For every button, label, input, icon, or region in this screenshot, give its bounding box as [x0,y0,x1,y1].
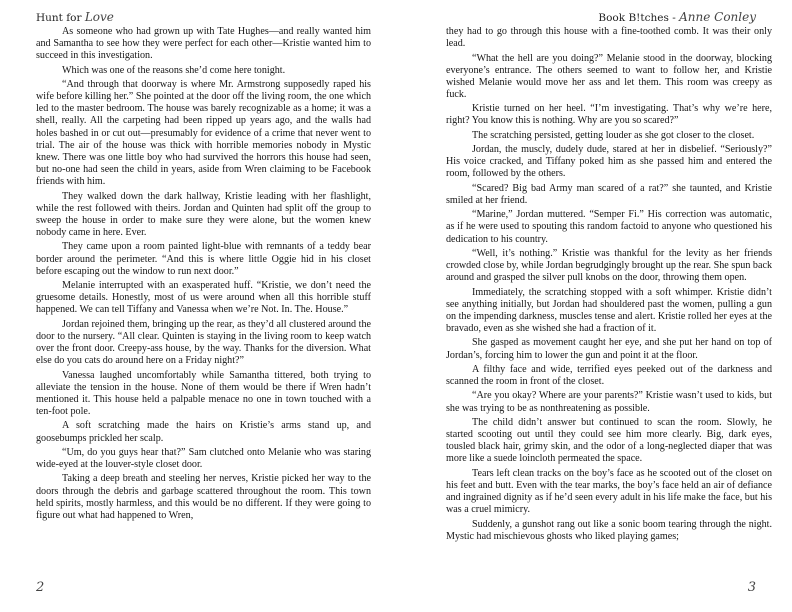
book-title: Hunt for [36,12,82,24]
series-title: Book B!tches - [598,12,676,24]
paragraph: The child didn’t answer but continued to scan the room. Slowly, he started scooting out until they could see him more clearly. Big, dark eyes, tousled black hair, grimy skin, and the odor of a long-neglected diaper that was more like a suede loincloth permeated the space. [446,416,772,465]
paragraph: “Are you okay? Where are your parents?” Kristie wasn’t used to kids, but she was trying to be as nonthreatening as possible. [446,390,772,414]
paragraph: Taking a deep breath and steeling her nerves, Kristie picked her way to the doors through the debris and garbage scattered throughout the room. This town held spirits, mostly harmless, and this would be no different. If they were going to figure out what had happened to Wren, [36,473,371,521]
paragraph: Suddenly, a gunshot rang out like a sonic boom tearing through the night. Mystic had mischievous ghosts who liked playing games; [446,518,772,542]
paragraph: As someone who had grown up with Tate Hughes—and really wanted him and Samantha to see how they were perfect for each other—Kristie wanted him to succeed in this investigation. [36,26,371,62]
paragraph: They walked down the dark hallway, Kristie leading with her flashlight, while the rest followed with theirs. Jordan and Quinten had split off the group to sweep the house in order to make sure they were alone, but the women knew nobody came in here. Ever. [36,190,371,239]
page-number: 2 [36,580,45,595]
right-page-body [446,26,772,545]
left-page-body [36,26,371,524]
paragraph: “Scared? Big bad Army man scared of a rat?” she taunted, and Kristie smiled at her friend. [446,182,772,206]
paragraph: Which was one of the reasons she’d come here tonight. [62,64,286,76]
paragraph: “And through that doorway is where Mr. Armstrong supposedly raped his wife before killing her.” She pointed at the door off the living room, the one which led to the master bedroom. The house was barely recognizable as a home; it was a shell, really. All the carpeting had been ripped up years ago, and the walls had holes bashed in or cut out—presumably for evidence of a crime that never went to trial. The air of the house was thick with horrible memories nobody in Mystic knew. There was one little boy who had survived the horrors this house had seen, but no-one had seen the child in years, aside from Wren claiming to be Facebook friends with him. [36,79,371,188]
paragraph: They came upon a room painted light-blue with remnants of a teddy bear border around the perimeter. “And this is where little Oggie hid in his closet before escaping out the window to run next door.” [36,241,371,277]
paragraph: “Marine,” Jordan muttered. “Semper Fi.” His correction was automatic, as if he were used to spouting this random factoid to anyone who questioned his dedication to his country. [446,209,772,245]
paragraph: Jordan rejoined them, bringing up the rear, as they’d all clustered around the door to the nursery. “All clear. Quinten is staying in the living room to keep watch over the front door. Creepy-ass house, by the way. Thanks for the diversion. What else do you cats do around here on a Friday night?” [36,318,371,367]
right-page [396,0,792,612]
paragraph: Immediately, the scratching stopped with a soft whimper. Kristie didn’t see anything initially, but Jordan had shouldered past the women, pulling a gun on the impending darkness, muscles tense and alert. Kristie rolled her eyes at the bravado, even as she wished she had a fraction of it. [446,286,772,335]
page-number: 3 [747,580,756,595]
paragraph: Jordan, the muscly, dudely dude, stared at her in disbelief. “Seriously?” His voice cracked, and Tiffany poked him as she passed him and entered the room, followed by the others. [446,144,772,180]
paragraph: The scratching persisted, getting louder as she got closer to the closet. [472,129,755,141]
paragraph: Melanie interrupted with an exasperated huff. “Kristie, we don’t need the gruesome details. Honestly, most of us were around when all this horrible stuff happened. We can tell Tiffany and Vanessa when we’re Not. In. The. House.” [36,280,371,316]
paragraph: Kristie turned on her heel. “I’m investigating. That’s why we’re here, right? You know this is nothing. Why are you so scared?” [446,103,772,127]
author-name-script: Anne Conley [679,10,756,24]
paragraph: they had to go through this house with a fine-toothed comb. It was their only lead. [446,26,772,50]
paragraph: Vanessa laughed uncomfortably while Samantha tittered, both trying to alleviate the tension in the house. None of them would be there if Wren hadn’t mentioned it. This house held a palpable menace no one in town touched with a ten-foot pole. [36,369,371,417]
paragraph: She gasped as movement caught her eye, and she put her hand on top of Jordan’s, forcing him to lower the gun and point it at the floor. [446,337,772,361]
paragraph: “Um, do you guys hear that?” Sam clutched onto Melanie who was staring wide-eyed at the louver-style closet door. [36,446,371,470]
paragraph: A filthy face and wide, terrified eyes peeked out of the darkness and scanned the room in front of the closet. [446,363,772,388]
book-title-script: Love [84,10,114,24]
right-running-header [598,10,756,24]
paragraph: A soft scratching made the hairs on Kristie’s arms stand up, and goosebumps prickled her scalp. [36,420,371,444]
left-running-header [36,10,114,24]
paragraph: Tears left clean tracks on the boy’s face as he scooted out of the closet on his feet and butt. Even with the tear marks, the boy’s face held an air of defiance and ingrained dignity as if he’d seen every adult in his life make the face, but his was a cruel mimicry. [446,467,772,516]
paragraph: “What the hell are you doing?” Melanie stood in the doorway, blocking everyone’s entrance. The others seemed to want to follow her, and Kristie wished Melanie would move her ass and let them. This room was creepy as fuck. [446,52,772,100]
paragraph: “Well, it’s nothing.” Kristie was thankful for the levity as her friends crowded close by, while Jordan begrudgingly brought up the rear. She spun back around and grasped the silver pull knobs on the door, throwing them open. [446,247,772,284]
